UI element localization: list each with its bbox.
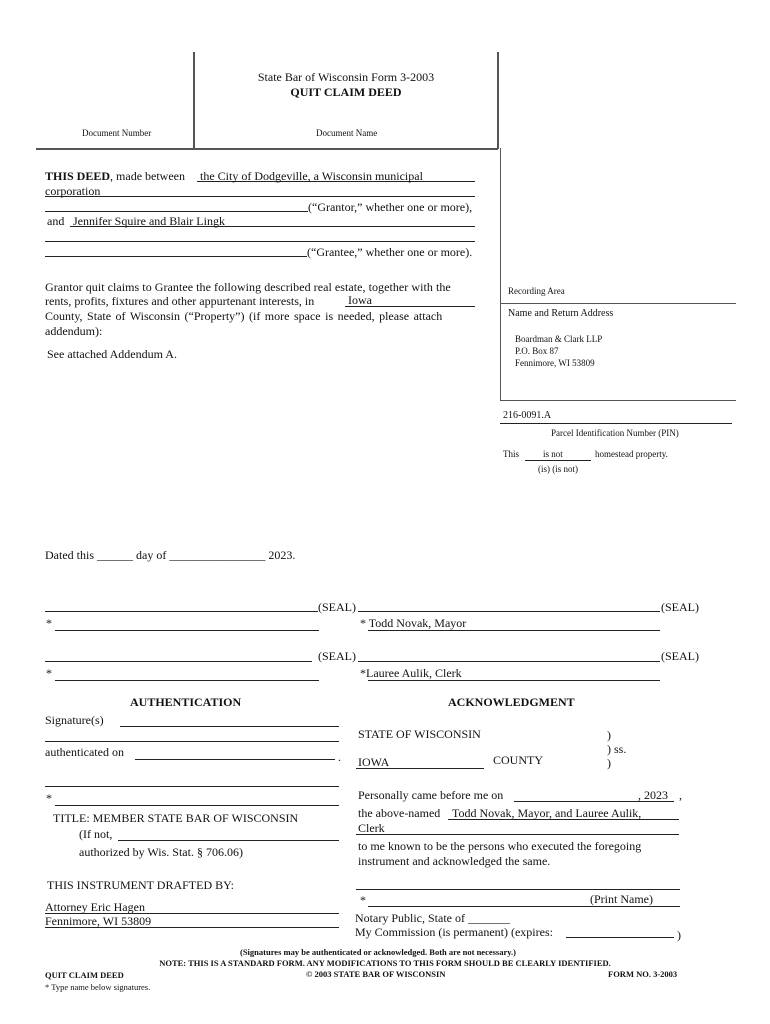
signature-line-right-2 — [358, 661, 660, 662]
auth-title: TITLE: MEMBER STATE BAR OF WISCONSIN — [53, 811, 299, 825]
claims-line-1: Grantor quit claims to Grantee the following described real estate, together with the — [45, 280, 451, 294]
return-address-rule — [500, 400, 736, 401]
auth-blank-line — [45, 786, 339, 787]
name-line-right-2 — [368, 680, 660, 681]
this-label: This — [503, 449, 520, 459]
this-deed-label: THIS DEED — [45, 169, 111, 183]
parcel-line — [500, 423, 732, 424]
footer-note-1: (Signatures may be authenticated or acknowledged. Both are not necessary.) — [239, 947, 516, 957]
ack-county-label: COUNTY — [493, 753, 543, 767]
footer-note-2: NOTE: THIS IS A STANDARD FORM. ANY MODIFICATIONS TO THIS FORM SHOULD BE CLEARLY IDENTIFIED. — [159, 958, 611, 968]
ack-year: , 2023 — [638, 788, 668, 802]
authenticated-on-dot: . — [338, 750, 341, 764]
signer-2: *Lauree Aulik, Clerk — [360, 666, 462, 680]
header-bottom-rule — [36, 148, 498, 150]
star-left-2: * — [46, 666, 52, 680]
ack-personally-came: Personally came before me on — [358, 788, 504, 802]
homestead-suffix: homestead property. — [595, 449, 668, 459]
return-address-label: Name and Return Address — [508, 308, 614, 319]
drafter-city-line — [45, 927, 339, 928]
authenticated-on-line — [135, 759, 335, 760]
notary-star: * — [360, 893, 366, 907]
see-attached: See attached Addendum A. — [47, 347, 177, 361]
form-title: State Bar of Wisconsin Form 3-2003 — [257, 70, 435, 84]
ack-paren-3: ) — [607, 756, 611, 770]
and-label: and — [47, 214, 65, 228]
ack-county-line — [356, 768, 484, 769]
ack-known-line-2: instrument and acknowledged the same. — [358, 854, 551, 868]
claims-line-3: County, State of Wisconsin (“Property”) (if more space is needed, please attach — [45, 309, 443, 323]
grantee-name: Jennifer Squire and Blair Lingk — [73, 214, 225, 228]
notary-print-name: (Print Name) — [590, 892, 653, 906]
homestead-value: is not — [543, 449, 563, 459]
ack-named-persons-2: Clerk — [358, 821, 385, 835]
county-value: Iowa — [348, 293, 372, 307]
homestead-line — [525, 460, 591, 461]
notary-commission-line — [566, 937, 674, 938]
county-line — [345, 306, 475, 307]
document-number-label: Document Number — [82, 128, 152, 138]
signature-label: Signature(s) — [45, 713, 104, 727]
grantor-name-line-1: the City of Dodgeville, a Wisconsin municipal — [200, 169, 423, 183]
ack-known-line-1: to me known to be the persons who executed the foregoing — [358, 839, 642, 853]
ack-above-named: the above-named — [358, 806, 441, 820]
grantee-line-3 — [45, 256, 307, 257]
ack-named-line-1 — [448, 819, 679, 820]
auth-authorized-by: authorized by Wis. Stat. § 706.06) — [79, 845, 243, 859]
signer-1: * Todd Novak, Mayor — [360, 616, 467, 630]
star-left-1: * — [46, 616, 52, 630]
grantor-line-3 — [45, 211, 308, 212]
signature-line-left-2 — [45, 661, 312, 662]
ack-state: STATE OF WISCONSIN — [358, 727, 481, 741]
notary-public: Notary Public, State of _______ — [355, 911, 510, 925]
ack-named-line-2 — [356, 834, 679, 835]
return-address-line-1: Boardman & Clark LLP — [515, 334, 603, 344]
drafter-city: Fennimore, WI 53809 — [45, 914, 152, 928]
grantor-name-line-2: corporation — [45, 184, 101, 198]
drafter-name: Attorney Eric Hagen — [45, 900, 145, 914]
claims-line-2: rents, profits, fixtures and other appurtenant interests, in — [45, 294, 315, 308]
notary-signature-line — [356, 889, 680, 890]
footer-left: QUIT CLAIM DEED — [45, 970, 124, 980]
ack-county-name: IOWA — [358, 755, 390, 769]
grantor-line-2 — [45, 196, 475, 197]
signature-line-left-1 — [45, 611, 318, 612]
auth-name-line — [55, 805, 339, 806]
drafted-by-label: THIS INSTRUMENT DRAFTED BY: — [47, 878, 235, 892]
made-between-label: , made between — [110, 169, 185, 183]
document-name-label: Document Name — [316, 128, 378, 138]
footer-right: FORM NO. 3-2003 — [608, 969, 678, 979]
signature-auth-line — [120, 726, 339, 727]
ack-ss: ) ss. — [607, 742, 627, 756]
grantee-tag: (“Grantee,” whether one or more). — [307, 245, 473, 259]
auth-if-not-line — [118, 840, 339, 841]
grantee-line-2 — [45, 241, 475, 242]
deed-intro — [45, 169, 185, 184]
authenticated-on-label: authenticated on — [45, 745, 124, 759]
homestead-hint: (is) (is not) — [538, 464, 578, 474]
document-title: QUIT CLAIM DEED — [290, 85, 402, 99]
ack-paren-1: ) — [607, 728, 611, 742]
seal-left-1: (SEAL) — [318, 600, 356, 614]
seal-right-2: (SEAL) — [661, 649, 699, 663]
signature-line-right-1 — [358, 611, 660, 612]
name-line-left-2 — [55, 680, 319, 681]
name-line-left-1 — [55, 630, 319, 631]
return-address-line-3: Fennimore, WI 53809 — [515, 358, 595, 368]
grantee-line-1 — [70, 226, 475, 227]
header-divider-vertical-right — [497, 52, 499, 149]
dated-line: Dated this ______ day of ________________ 2023. — [45, 548, 296, 562]
parcel-label: Parcel Identification Number (PIN) — [551, 428, 679, 438]
recording-area-label: Recording Area — [508, 286, 565, 296]
parcel-number: 216-0091.A — [503, 410, 552, 421]
type-name-note: * Type name below signatures. — [45, 982, 151, 992]
auth-if-not: (If not, — [79, 827, 113, 841]
claims-line-4: addendum): — [45, 324, 103, 338]
return-address-line-2: P.O. Box 87 — [515, 346, 559, 356]
signature-auth-line-2 — [45, 741, 339, 742]
auth-star: * — [46, 791, 52, 805]
ack-comma: , — [679, 788, 682, 802]
seal-left-2: (SEAL) — [318, 649, 356, 663]
grantor-tag: (“Grantor,” whether one or more), — [308, 200, 473, 214]
recording-area-vertical — [500, 148, 501, 400]
footer-center: © 2003 STATE BAR OF WISCONSIN — [306, 969, 446, 979]
acknowledgment-heading: ACKNOWLEDGMENT — [448, 695, 575, 709]
recording-area-rule — [500, 303, 736, 304]
ack-named-persons-1: Todd Novak, Mayor, and Lauree Aulik, — [452, 806, 642, 820]
authentication-heading: AUTHENTICATION — [130, 695, 242, 709]
seal-right-1: (SEAL) — [661, 600, 699, 614]
header-divider-vertical-left — [193, 52, 195, 149]
notary-close-paren: ) — [677, 928, 681, 942]
name-line-right-1 — [368, 630, 660, 631]
notary-commission: My Commission (is permanent) (expires: — [355, 925, 553, 939]
